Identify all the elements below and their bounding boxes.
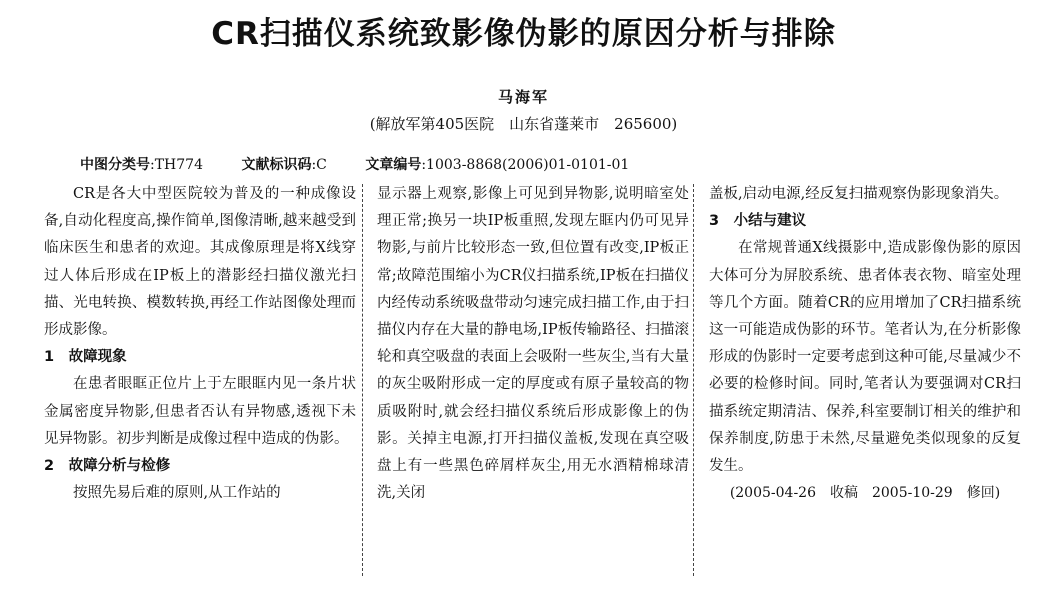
section-1-heading: 1 故障现象: [44, 349, 127, 366]
column-1: [44, 181, 356, 507]
clc-value: :TH774: [150, 157, 203, 173]
clc-label: 中图分类号: [80, 157, 150, 173]
author-name: 马海军: [497, 88, 549, 106]
article-number-value: :1003-8868(2006)01-0101-01: [421, 157, 630, 173]
received-date: (2005-04-26 收稿 2005-10-29 修回): [729, 485, 1001, 502]
column-divider: [362, 184, 363, 576]
section-2-paragraph-middle: 显示器上观察,影像上可见到异物影,说明暗室处理正常;换另一块IP板重照,发现左眶内仍可见异物影,与前片比较形态一致,但位置有改变,IP板正常;故障范围缩小为CR仪扫描系统,IP板在扫描仪内经传动系统吸盘带动匀速完成扫描工作,由于扫描仪内存在大量的静电场,IP板传输路径、扫描滚轮和真空吸盘的表面上会吸附一些灰尘,当有大量的灰尘吸附形成一定的厚度或有原子量较高的物质吸附时,就会经扫描仪系统后形成影像上的伪影。关掉主电源,打开扫描仪盖板,发现在真空吸盘上有一些黑色碎屑样灰尘,用无水酒精棉球清洗,关闭: [377, 186, 689, 502]
article-number-label: 文章编号: [365, 157, 422, 173]
paper-title: CR扫描仪系统致影像伪影的原因分析与排除: [211, 16, 836, 52]
column-3: [709, 181, 1021, 507]
section-2-heading: 2 故障分析与检修: [44, 458, 171, 475]
section-2-paragraph-end: 盖板,启动电源,经反复扫描观察伪影现象消失。: [709, 186, 1009, 202]
column-divider: [693, 184, 694, 576]
section-3-heading: 3 小结与建议: [709, 213, 807, 230]
column-2: [377, 181, 689, 507]
section-3-paragraph: 在常规普通X线摄影中,造成影像伪影的原因大体可分为屏胶系统、患者体表衣物、暗室处理等几个方面。随着CR的应用增加了CR扫描系统这一可能造成伪影的环节。笔者认为,在分析影像形成的伪影时一定要考虑到这种可能,尽量减少不必要的检修时间。同时,笔者认为要强调对CR扫描系统定期清洁、保养,科室要制订相关的维护和保养制度,防患于未然,尽量避免类似现象的反复发生。: [709, 240, 1021, 475]
author-affiliation: (解放军第405医院 山东省蓬莱市 265600): [369, 115, 678, 133]
section-2-paragraph-start: 按照先易后难的原则,从工作站的: [73, 485, 281, 502]
intro-paragraph: CR是各大中型医院较为普及的一种成像设备,自动化程度高,操作简单,图像清晰,越来越受到临床医生和患者的欢迎。其成像原理是将X线穿过人体后形成在IP板上的潜影经扫描仪激光扫描、光电转换、模数转换,再经工作站图像处理而形成影像。: [44, 186, 356, 339]
doc-code-label: 文献标识码: [241, 157, 312, 173]
article-metadata: [80, 154, 663, 174]
section-1-paragraph: 在患者眼眶正位片上于左眼眶内见一条片状金属密度异物影,但患者否认有异物感,透视下未见异物影。初步判断是成像过程中造成的伪影。: [44, 376, 356, 447]
doc-code-value: :C: [311, 157, 327, 173]
